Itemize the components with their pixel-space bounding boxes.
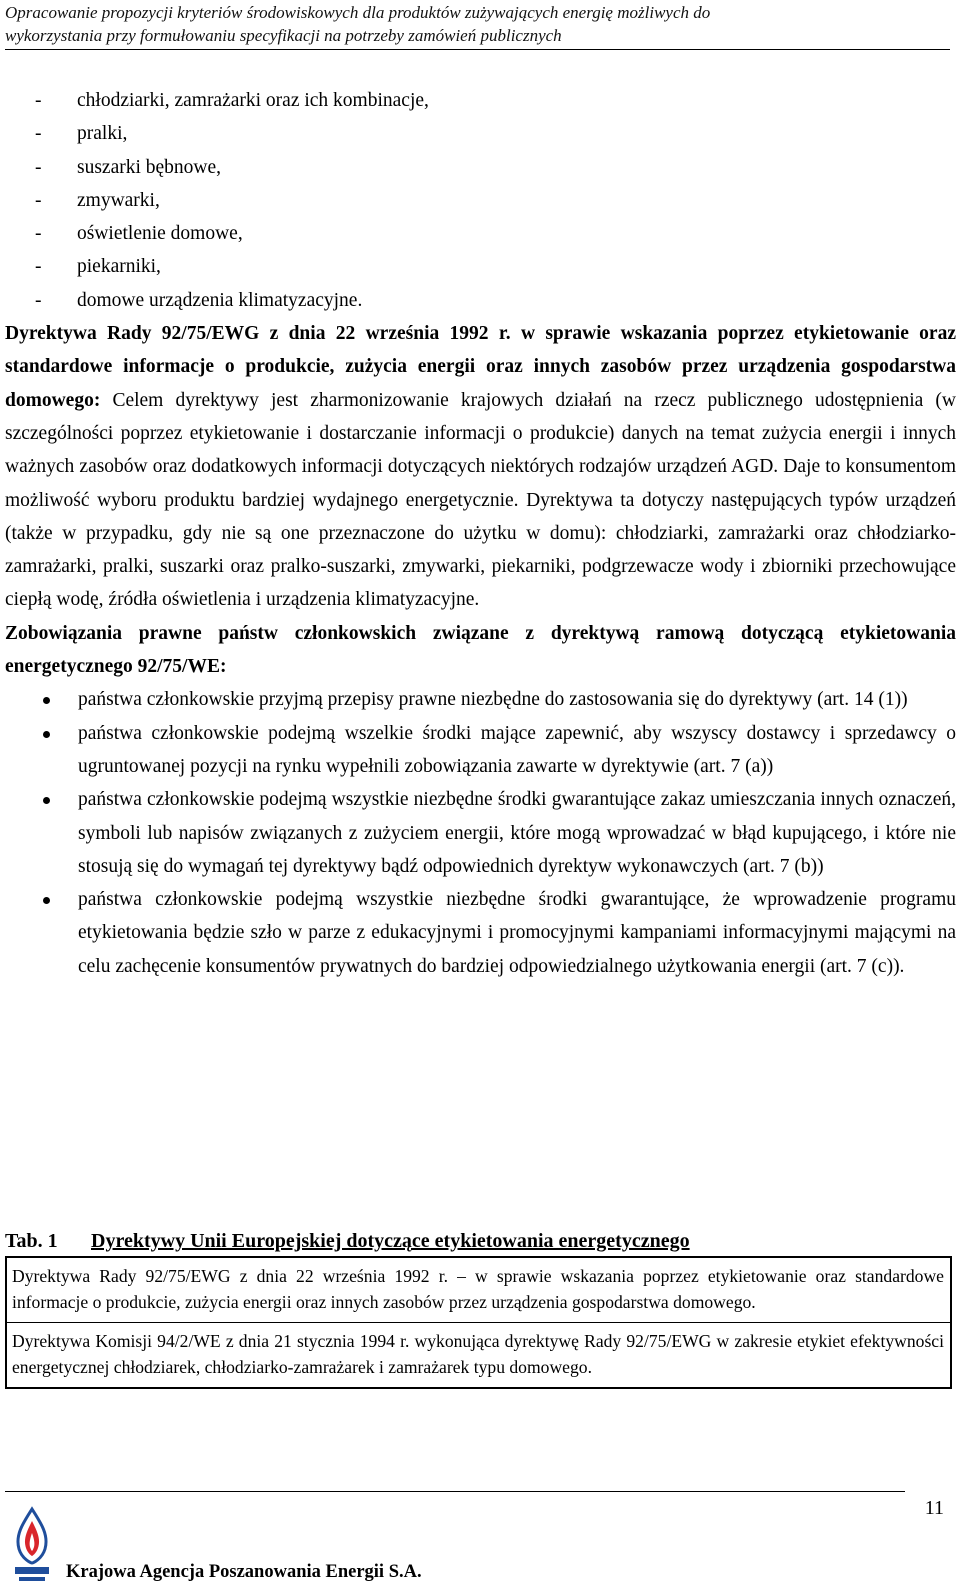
agency-name: Krajowa Agencja Poszanowania Energii S.A.	[66, 1562, 422, 1582]
directive-title: Dyrektywa Rady 92/75/EWG z dnia 22 września 1992 r. w sprawie wskazania poprzez etykietowanie oraz standardowe informacje o produkcie, zużycia energii oraz innych zasobów przez urządzenia gospodarstwa domowego:	[5, 323, 956, 411]
obligations-list	[5, 683, 956, 983]
list-item: państwa członkowskie podejmą wszystkie niezbędne środki gwarantujące zakaz umieszczania innych oznaczeń, symboli lub napisów związanych z zużyciem energii, które mogą wprowadzać w błąd kupującego, i które nie stosują się do wymagań tej dyrektywy bądź odpowiednich dyrektyw wykonawczych (art. 7 (b))	[5, 783, 956, 883]
list-item: państwa członkowskie podejmą wszelkie środki mające zapewnić, aby wszyscy dostawcy i sprzedawcy o ugruntowanej pozycji na rynku wypełnili zobowiązania zawarte w dyrektywie (art. 7 (a))	[5, 717, 956, 784]
table-title: Dyrektywy Unii Europejskiej dotyczące etykietowania energetycznego	[91, 1230, 690, 1252]
table-caption	[5, 1227, 956, 1255]
directives-table	[5, 1256, 952, 1389]
list-item: - pralki,	[5, 117, 956, 150]
directive-description: Celem dyrektywy jest zharmonizowanie krajowych działań na rzecz publicznego udostępnienia (w szczególności poprzez etykietowanie i dostarczanie informacji o produkcie) danych na temat zużycia energii i innych ważnych zasobów oraz dodatkowych informacji dotyczących niektórych rodzajów urządzeń AGD. Daje to konsumentom możliwość wyboru produktu bardziej wydajnego energetycznie. Dyrektywa ta dotyczy następujących typów urządzeń (także w przypadku, gdy nie są one przeznaczone do użytku w domu): chłodziarki, zamrażarki oraz chłodziarko-zamrażarki, pralki, suszarki oraz pralko-suszarki, zmywarki, piekarniki, podgrzewacze wody i zbiorniki przechowujące ciepłą wodę, źródła oświetlenia i urządzenia klimatyzacyjne.	[5, 389, 956, 611]
list-item: - suszarki bębnowe,	[5, 151, 956, 184]
list-item: - piekarniki,	[5, 250, 956, 283]
list-item: - domowe urządzenia klimatyzacyjne.	[5, 284, 956, 317]
running-header-line-1: Opracowanie propozycji kryteriów środowiskowych dla produktów zużywających energię możliwych do	[5, 3, 711, 22]
footer-divider	[5, 1491, 905, 1492]
running-header-line-2: wykorzystania przy formułowaniu specyfikacji na potrzeby zamówień publicznych	[5, 26, 562, 45]
flame-logo-icon	[7, 1503, 57, 1589]
directive-paragraph	[5, 317, 956, 617]
table-row: Dyrektywa Komisji 94/2/WE z dnia 21 stycznia 1994 r. wykonująca dyrektywę Rady 92/75/EWG w zakresie etykiet efektywności energetycznej chłodziarek, chłodziarko-zamrażarek i zamrażarek typu domowego.	[7, 1322, 950, 1387]
table-number: Tab. 1	[5, 1230, 58, 1252]
appliance-list	[5, 84, 956, 317]
obligations-heading: Zobowiązania prawne państw członkowskich związane z dyrektywą ramową dotyczącą etykietowania energetycznego 92/75/WE:	[5, 622, 956, 678]
table-row: Dyrektywa Rady 92/75/EWG z dnia 22 września 1992 r. – w sprawie wskazania poprzez etykietowanie oraz standardowe informacje o produkcie, zużycia energii oraz innych zasobów przez urządzenia gospodarstwa domowego.	[12, 1266, 944, 1312]
list-item: państwa członkowskie podejmą wszystkie niezbędne środki gwarantujące, że wprowadzenie programu etykietowania będzie szło w parze z edukacyjnymi i promocyjnymi kampaniami informacyjnymi mającymi na celu zachęcenie konsumentów prywatnych do bardziej odpowiedzialnego użytkowania energii (art. 7 (c)).	[5, 883, 956, 983]
main-content	[5, 84, 956, 983]
list-item: państwa członkowskie przyjmą przepisy prawne niezbędne do zastosowania się do dyrektywy (art. 14 (1))	[5, 683, 956, 716]
list-item: - oświetlenie domowe,	[5, 217, 956, 250]
list-item: - chłodziarki, zamrażarki oraz ich kombinacje,	[5, 84, 956, 117]
running-header	[5, 1, 950, 50]
list-item: - zmywarki,	[5, 184, 956, 217]
page-number: 11	[924, 1497, 944, 1519]
